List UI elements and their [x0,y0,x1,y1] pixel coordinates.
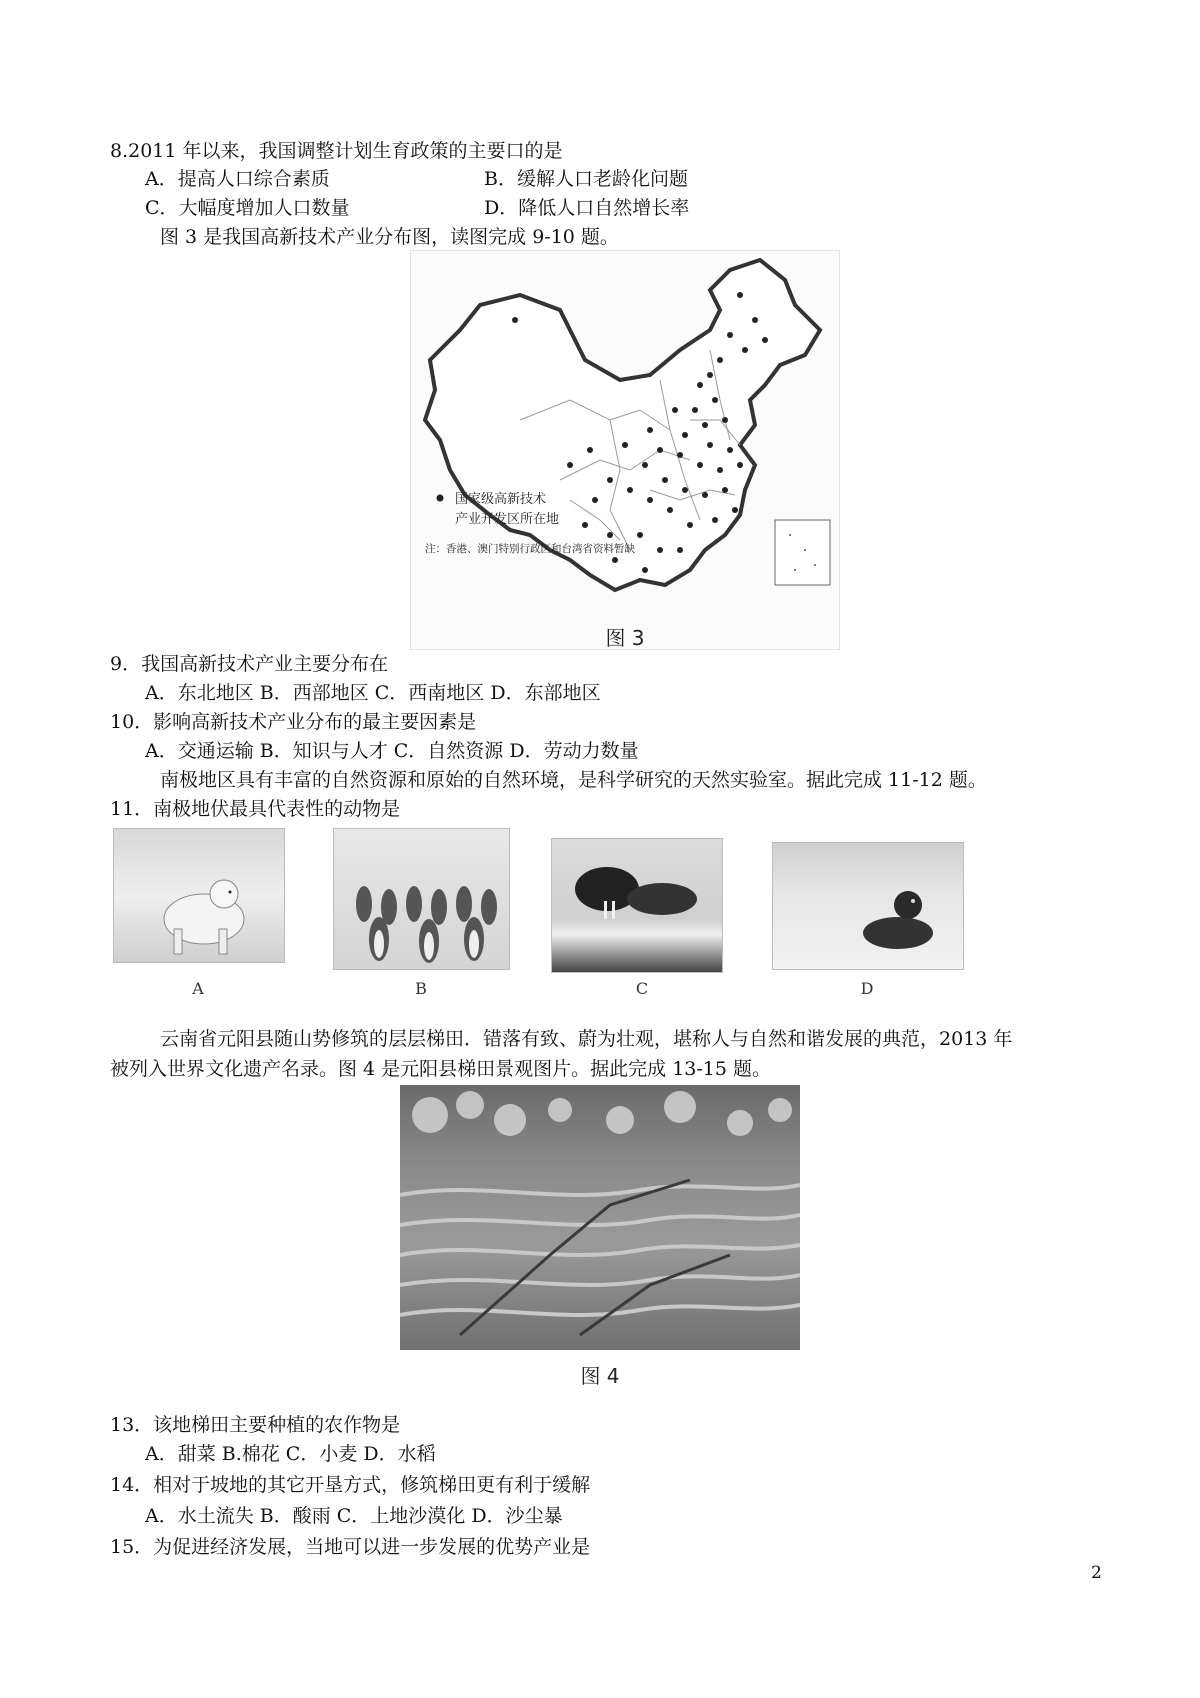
legend-line1: 国家级高新技术 [455,492,547,507]
q9-options: A．东北地区 B．西部地区 C．西南地区 D．东部地区 [145,682,601,704]
q14-options: A．水土流失 B．酸雨 C．上地沙漠化 D．沙尘暴 [145,1505,563,1527]
yuanyang-intro-2: 被列入世界文化遗产名录。图 4 是元阳县梯田景观图片。据此完成 13-15 题。 [110,1058,772,1080]
yuanyang-intro-1: 云南省元阳县随山势修筑的层层梯田．错落有致、蔚为壮观，堪称人与自然和谐发展的典范，2013 年 [160,1028,1013,1050]
legend-line2: 产业开发区所在地 [455,512,560,527]
china-map-svg [410,250,840,650]
fig3-caption: 图 3 [605,626,645,650]
fig3-china-map [410,250,840,650]
photo-d-seal [772,842,964,970]
photo-b-penguins [333,828,510,970]
penguins-icon [334,829,509,969]
q10-options: A．交通运输 B．知识与人才 C．自然资源 D．劳动力数量 [145,740,639,762]
photo-label-a: A [192,979,204,998]
polar-bear-icon [114,829,284,962]
q8-option-b: B．缓解人口老龄化问题 [484,168,688,190]
q8-option-c: C．大幅度增加人口数量 [145,197,350,219]
south-china-sea-inset [775,520,830,585]
q8-option-d: D．降低人口自然增长率 [484,197,690,219]
fig4-terraces-photo [400,1085,800,1350]
q14-stem: 14．相对于坡地的其它开垦方式，修筑梯田更有利于缓解 [110,1474,591,1496]
fig3-intro: 图 3 是我国高新技术产业分布图，读图完成 9-10 题。 [160,226,619,248]
seal-icon [773,843,963,969]
photo-c-walrus [551,838,723,973]
photo-a-polar-bear [113,828,285,963]
page-number: 2 [1091,1563,1102,1583]
q13-options: A．甜菜 B.棉花 C．小麦 D．水稻 [145,1443,436,1465]
q13-stem: 13．该地梯田主要种植的农作物是 [110,1414,401,1436]
fig4-caption: 图 4 [580,1364,620,1388]
q10-stem: 10．影响高新技术产业分布的最主要因素是 [110,711,477,733]
q15-stem: 15．为促进经济发展，当地可以进一步发展的优势产业是 [110,1536,591,1558]
terraces-icon [400,1085,800,1350]
q11-stem: 11．南极地伏最具代表性的动物是 [110,798,401,820]
map-note: 注：香港、澳门特别行政区和台湾省资料暂缺 [425,543,635,555]
photo-label-c: C [635,979,649,998]
walrus-icon [552,839,722,972]
photo-label-b: B [415,979,427,998]
photo-label-d: D [860,979,874,998]
antarctic-intro: 南极地区具有丰富的自然资源和原始的自然环境，是科学研究的天然实验室。据此完成 11-12 题。 [160,769,987,791]
q8-stem: 8.2011 年以来，我国调整计划生育政策的主要口的是 [110,140,563,162]
q8-option-a: A．提高人口综合素质 [145,168,330,190]
q9-stem: 9．我国高新技术产业主要分布在 [110,653,389,675]
